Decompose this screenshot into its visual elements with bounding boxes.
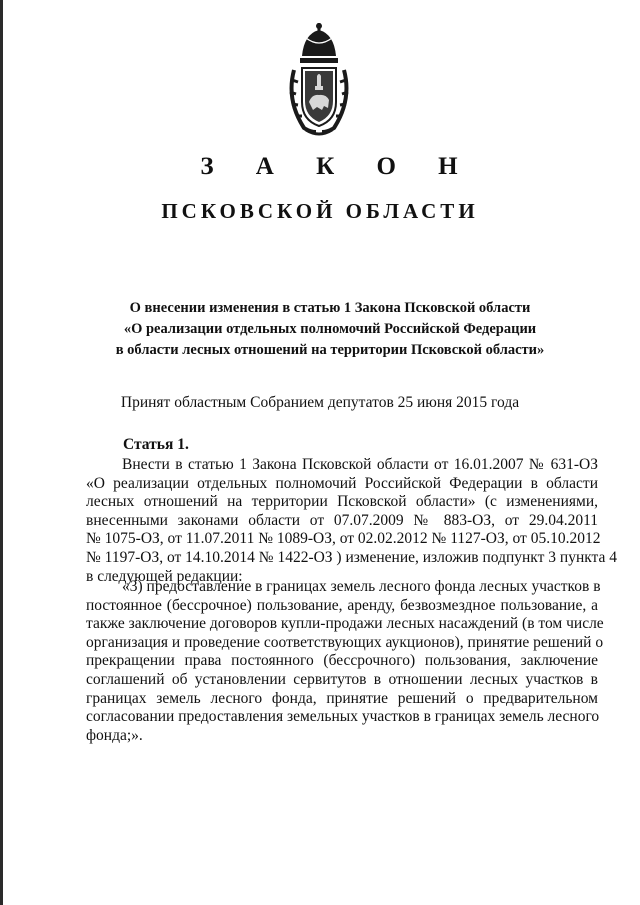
law-subject-heading bbox=[80, 298, 580, 361]
subject-line: «О реализации отдельных полномочий Российской Федерации bbox=[123, 321, 537, 337]
document-region-title: ПСКОВСКОЙ ОБЛАСТИ bbox=[161, 199, 479, 223]
scan-page-edge bbox=[0, 0, 3, 905]
paragraph-line: прекращении права постоянного (бессрочного) пользования, заключение bbox=[86, 652, 598, 670]
paragraph-line: постоянное (бессрочное) пользование, аренду, безвозмездное пользование, а bbox=[86, 596, 598, 614]
pskov-coat-of-arms-icon bbox=[284, 20, 354, 140]
paragraph-line: границах земель лесного фонда, принятие решений о предварительном bbox=[86, 689, 598, 707]
paragraph-line: № 1075-ОЗ, от 11.07.2011 № 1089-ОЗ, от 02.02.2012 № 1127-ОЗ, от 05.10.2012 bbox=[86, 530, 601, 548]
paragraph-line: соглашений об установлении сервитутов в отношении лесных участков в bbox=[86, 670, 598, 688]
paragraph-line: в следующей редакции: bbox=[86, 567, 243, 585]
paragraph-line: «3) предоставление в границах земель лесного фонда лесных участков в bbox=[122, 578, 601, 595]
paragraph-line: организация и проведение соответствующих аукционов), принятие решений о bbox=[86, 633, 604, 651]
adoption-date-line: Принят областным Собранием депутатов 25 июня 2015 года bbox=[120, 394, 520, 411]
paragraph-line: «О реализации отдельных полномочий Российской Федерации в области bbox=[86, 474, 598, 492]
paragraph-line: Внести в статью 1 Закона Псковской области от 16.01.2007 № 631-ОЗ bbox=[122, 456, 598, 473]
paragraph-line: внесенными законами области от 07.07.2009 № 883-ОЗ, от 29.04.2011 bbox=[86, 511, 598, 529]
subject-line: О внесении изменения в статью 1 Закона Псковской области bbox=[129, 300, 531, 316]
article-paragraph-2 bbox=[86, 578, 604, 745]
paragraph-line: согласовании предоставления земельных участков в границах земель лесного bbox=[86, 708, 600, 726]
article-heading: Статья 1. bbox=[123, 436, 189, 453]
paragraph-line: фонда;». bbox=[86, 726, 143, 744]
article-paragraph-1 bbox=[86, 456, 618, 586]
document-type-title: З А К О Н bbox=[200, 153, 476, 180]
paragraph-line: № 1197-ОЗ, от 14.10.2014 № 1422-ОЗ ) изменение, изложив подпункт 3 пункта 4 bbox=[86, 548, 618, 566]
paragraph-line: лесных отношений на территории Псковской области» (с изменениями, bbox=[86, 493, 598, 511]
subject-line: в области лесных отношений на территории Псковской области» bbox=[115, 342, 545, 358]
paragraph-line: также заключение договоров купли-продажи лесных насаждений (в том числе bbox=[86, 615, 604, 633]
